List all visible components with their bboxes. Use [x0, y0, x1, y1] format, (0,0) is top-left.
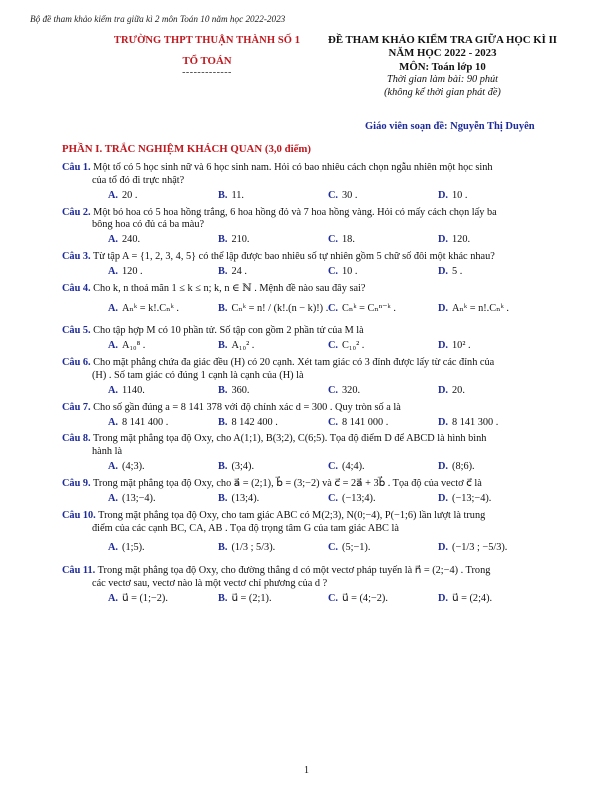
option-c — [328, 537, 438, 559]
option-label: B. — [218, 461, 228, 473]
question-number: Câu 6. — [62, 357, 91, 369]
option-label: D. — [438, 302, 449, 314]
option-b — [218, 298, 328, 320]
option-text: (8;6). — [452, 461, 475, 473]
answer-options — [62, 385, 566, 398]
school-block — [112, 34, 302, 79]
department-name: TỔ TOÁN — [182, 55, 232, 68]
option-b — [218, 537, 328, 559]
answer-options — [62, 266, 566, 279]
option-label: A. — [108, 340, 119, 352]
question-text: Trong mặt phẳng tọa độ Oxy, cho đường thẳng d có một vectơ pháp tuyến là n⃗ = (2;−4) . Trong — [95, 564, 491, 576]
exam-note: (không kể thời gian phát đề) — [384, 87, 501, 99]
option-b — [218, 593, 328, 606]
question-stem — [62, 565, 566, 578]
option-a — [108, 417, 218, 430]
option-label: B. — [218, 492, 228, 504]
author-line: Giáo viên soạn đề: Nguyễn Thị Duyên — [365, 121, 535, 132]
question-number: Câu 8. — [62, 433, 91, 445]
option-b — [218, 234, 328, 247]
option-text: 8 141 400 . — [122, 416, 169, 428]
exam-title: ĐỀ THAM KHẢO KIỂM TRA GIỮA HỌC KÌ II — [328, 34, 557, 46]
option-text: 18. — [342, 234, 355, 246]
question-stem — [62, 283, 566, 296]
option-label: D. — [438, 592, 449, 604]
option-text: (−13;−4). — [452, 492, 492, 504]
option-label: C. — [328, 384, 339, 396]
option-label: A. — [108, 542, 119, 554]
option-text: 120. — [452, 234, 471, 246]
option-a — [108, 385, 218, 398]
option-c — [328, 493, 438, 506]
option-a — [108, 493, 218, 506]
option-label: B. — [218, 302, 228, 314]
option-label: A. — [108, 461, 119, 473]
question-number: Câu 4. — [62, 282, 91, 294]
option-a — [108, 461, 218, 474]
option-text: (4;3). — [122, 461, 145, 473]
question-number: Câu 10. — [62, 509, 96, 521]
answer-options — [62, 593, 566, 606]
question-number: Câu 5. — [62, 325, 91, 337]
option-text: Cₙᵏ = n! / (k!.(n − k)!) . — [231, 302, 329, 314]
option-text: Aₙᵏ = k!.Cₙᵏ . — [122, 302, 179, 314]
question-1 — [62, 162, 566, 203]
question-stem — [62, 402, 566, 415]
option-text: Cₙᵏ = Cₙⁿ⁻ᵏ . — [342, 302, 396, 314]
question-stem — [62, 433, 566, 446]
option-label: C. — [328, 234, 339, 246]
question-text: Cho k, n thoả mãn 1 ≤ k ≤ n; k, n ∈ ℕ . Mệnh đề nào sau đây sai? — [90, 282, 366, 294]
option-text: A₁₀² . — [231, 340, 255, 352]
option-c — [328, 461, 438, 474]
school-name: TRƯỜNG THPT THUẬN THÀNH SỐ 1 — [113, 35, 301, 46]
option-text: 8 141 000 . — [342, 416, 389, 428]
option-label: A. — [108, 266, 119, 278]
option-label: C. — [328, 266, 339, 278]
option-b — [218, 417, 328, 430]
option-b — [218, 385, 328, 398]
answer-options — [62, 537, 566, 559]
option-text: 5 . — [452, 266, 463, 278]
option-c — [328, 266, 438, 279]
option-label: A. — [108, 234, 119, 246]
option-d — [438, 266, 548, 279]
question-stem — [62, 207, 566, 220]
question-10 — [62, 510, 566, 559]
option-a — [108, 537, 218, 559]
option-text: u⃗ = (4;−2). — [342, 592, 388, 604]
option-c — [328, 190, 438, 203]
answer-options — [62, 190, 566, 203]
option-text: 210. — [231, 234, 250, 246]
option-label: D. — [438, 416, 449, 428]
option-text: C₁₀² . — [342, 340, 365, 352]
option-text: 30 . — [342, 189, 358, 201]
option-text: (1/3 ; 5/3). — [231, 542, 276, 554]
question-5 — [62, 325, 566, 353]
question-stem — [62, 251, 566, 264]
question-text: Cho số gần đúng a = 8 141 378 với độ chính xác d = 300 . Quy tròn số a là — [90, 401, 401, 413]
option-a — [108, 266, 218, 279]
exam-year: NĂM HỌC 2022 - 2023 — [388, 47, 497, 60]
option-text: 10 . — [342, 266, 358, 278]
option-b — [218, 266, 328, 279]
option-b — [218, 190, 328, 203]
question-text: Từ tập A = {1, 2, 3, 4, 5} có thể lập được bao nhiêu số tự nhiên gồm 5 chữ số đôi một khác nhau? — [90, 251, 495, 263]
option-text: u⃗ = (1;−2). — [122, 592, 168, 604]
option-d — [438, 190, 548, 203]
option-label: C. — [328, 461, 339, 473]
question-continuation: bông hoa có đủ cả ba màu? — [92, 219, 205, 231]
question-2 — [62, 207, 566, 248]
option-b — [218, 340, 328, 353]
answer-options — [62, 298, 566, 320]
option-c — [328, 385, 438, 398]
question-text: Trong mặt phẳng tọa độ Oxy, cho a⃗ = (2;1), b⃗ = (3;−2) và c⃗ = 2a⃗ + 3b⃗ . Tọa độ của vectơ c⃗ là — [90, 477, 482, 489]
question-text: Một tổ có 5 học sinh nữ và 6 học sinh nam. Hỏi có bao nhiêu cách chọn ngẫu nhiên một học sinh — [90, 162, 493, 173]
option-label: B. — [218, 592, 228, 604]
option-text: u⃗ = (2;1). — [231, 592, 272, 604]
option-d — [438, 385, 548, 398]
option-label: B. — [218, 189, 228, 201]
question-stem — [62, 357, 566, 370]
question-6 — [62, 357, 566, 398]
answer-options — [62, 461, 566, 474]
question-number: Câu 11. — [62, 564, 96, 576]
option-label: D. — [438, 189, 449, 201]
question-continuation: của tổ đó đi trực nhật? — [92, 174, 185, 186]
option-text: Aₙᵏ = n!.Cₙᵏ . — [452, 302, 509, 314]
running-header: Bộ đề tham khảo kiểm tra giữa kì 2 môn Toán 10 năm học 2022-2023 — [30, 14, 286, 24]
question-number: Câu 7. — [62, 401, 91, 413]
option-text: (−1/3 ; −5/3). — [452, 542, 508, 554]
option-text: 11. — [231, 189, 244, 201]
option-d — [438, 493, 548, 506]
option-text: (−13;4). — [342, 492, 376, 504]
option-text: 10² . — [452, 340, 471, 352]
option-label: D. — [438, 340, 449, 352]
option-label: C. — [328, 302, 339, 314]
option-label: D. — [438, 461, 449, 473]
option-c — [328, 298, 438, 320]
question-continuation: (H) . Số tam giác có đúng 1 cạnh là cạnh của (H) là — [92, 369, 304, 381]
option-text: (3;4). — [231, 461, 255, 473]
exam-subject: MÔN: Toán lớp 10 — [399, 60, 486, 73]
option-label: B. — [218, 384, 228, 396]
question-number: Câu 9. — [62, 477, 91, 489]
option-label: C. — [328, 416, 339, 428]
option-label: A. — [108, 189, 119, 201]
question-continuation: hành là — [92, 446, 123, 458]
question-number: Câu 3. — [62, 251, 91, 263]
option-text: 1140. — [122, 384, 145, 396]
option-label: B. — [218, 416, 228, 428]
option-label: C. — [328, 340, 339, 352]
question-list — [62, 162, 566, 610]
option-c — [328, 593, 438, 606]
question-stem — [62, 510, 566, 523]
option-text: 240. — [122, 234, 141, 246]
option-d — [438, 537, 548, 559]
option-label: C. — [328, 542, 339, 554]
option-d — [438, 340, 548, 353]
question-9 — [62, 478, 566, 506]
option-text: (13;−4). — [122, 492, 156, 504]
option-text: (1;5). — [122, 542, 145, 554]
option-a — [108, 190, 218, 203]
option-label: B. — [218, 340, 228, 352]
option-label: D. — [438, 542, 449, 554]
option-text: 320. — [342, 384, 361, 396]
option-text: (13;4). — [231, 492, 260, 504]
option-label: B. — [218, 542, 228, 554]
exam-title-block — [305, 34, 580, 100]
option-a — [108, 593, 218, 606]
option-b — [218, 461, 328, 474]
question-text: Một bó hoa có 5 hoa hồng trắng, 6 hoa hồng đỏ và 7 hoa hồng vàng. Hỏi có mấy cách chọn lấy ba — [90, 206, 497, 218]
option-text: (4;4). — [342, 461, 365, 473]
option-label: B. — [218, 234, 228, 246]
question-text: Trong mặt phẳng tọa độ Oxy, cho A(1;1), B(3;2), C(6;5). Tọa độ điểm D để ABCD là hình bình — [90, 433, 487, 445]
option-label: A. — [108, 384, 119, 396]
option-d — [438, 461, 548, 474]
question-stem — [62, 162, 566, 175]
option-text: 20. — [452, 384, 465, 396]
page-number: 1 — [304, 765, 309, 776]
option-text: u⃗ = (2;4). — [452, 592, 493, 604]
option-label: A. — [108, 492, 119, 504]
option-a — [108, 298, 218, 320]
question-stem — [62, 478, 566, 491]
question-text: Cho mặt phẳng chứa đa giác đều (H) có 20 cạnh. Xét tam giác có 3 đỉnh được lấy từ các đỉnh của — [90, 357, 495, 369]
option-label: D. — [438, 384, 449, 396]
question-continuation: các vectơ sau, vectơ nào là một vectơ chỉ phương của d ? — [92, 577, 328, 589]
question-text: Trong mặt phẳng tọa độ Oxy, cho tam giác ABC có M(2;3), N(0;−4), P(−1;6) lần lượt là trung — [95, 509, 486, 521]
option-d — [438, 298, 548, 320]
question-continuation: điểm của các cạnh BC, CA, AB . Tọa độ trọng tâm G của tam giác ABC là — [92, 522, 399, 534]
option-d — [438, 417, 548, 430]
question-8 — [62, 433, 566, 474]
option-text: A₁₀⁸ . — [122, 340, 146, 352]
option-d — [438, 593, 548, 606]
option-label: A. — [108, 592, 119, 604]
part-title: PHẦN I. TRẮC NGHIỆM KHÁCH QUAN (3,0 điểm) — [62, 143, 312, 155]
option-b — [218, 493, 328, 506]
option-text: 8 142 400 . — [231, 416, 278, 428]
question-stem — [62, 325, 566, 338]
option-c — [328, 340, 438, 353]
question-number: Câu 2. — [62, 206, 91, 218]
option-c — [328, 234, 438, 247]
option-text: (5;−1). — [342, 542, 371, 554]
option-label: D. — [438, 234, 449, 246]
question-7 — [62, 402, 566, 430]
option-text: 120 . — [122, 266, 143, 278]
option-label: A. — [108, 416, 119, 428]
answer-options — [62, 234, 566, 247]
divider-dashes: ------------- — [182, 66, 232, 78]
option-text: 24 . — [231, 266, 247, 278]
option-label: A. — [108, 302, 119, 314]
option-label: C. — [328, 492, 339, 504]
option-a — [108, 340, 218, 353]
question-number: Câu 1. — [62, 162, 91, 173]
exam-time: Thời gian làm bài: 90 phút — [386, 74, 499, 86]
question-4 — [62, 283, 566, 319]
answer-options — [62, 493, 566, 506]
answer-options — [62, 340, 566, 353]
option-text: 10 . — [452, 189, 468, 201]
option-text: 8 141 300 . — [452, 416, 499, 428]
question-text: Cho tập hợp M có 10 phần tử. Số tập con gồm 2 phần tử của M là — [90, 325, 364, 337]
option-d — [438, 234, 548, 247]
option-label: D. — [438, 266, 449, 278]
option-a — [108, 234, 218, 247]
option-text: 360. — [231, 384, 250, 396]
question-11 — [62, 565, 566, 606]
question-3 — [62, 251, 566, 279]
option-label: B. — [218, 266, 228, 278]
option-label: C. — [328, 189, 339, 201]
option-label: D. — [438, 492, 449, 504]
answer-options — [62, 417, 566, 430]
option-label: C. — [328, 592, 339, 604]
option-text: 20 . — [122, 189, 138, 201]
option-c — [328, 417, 438, 430]
